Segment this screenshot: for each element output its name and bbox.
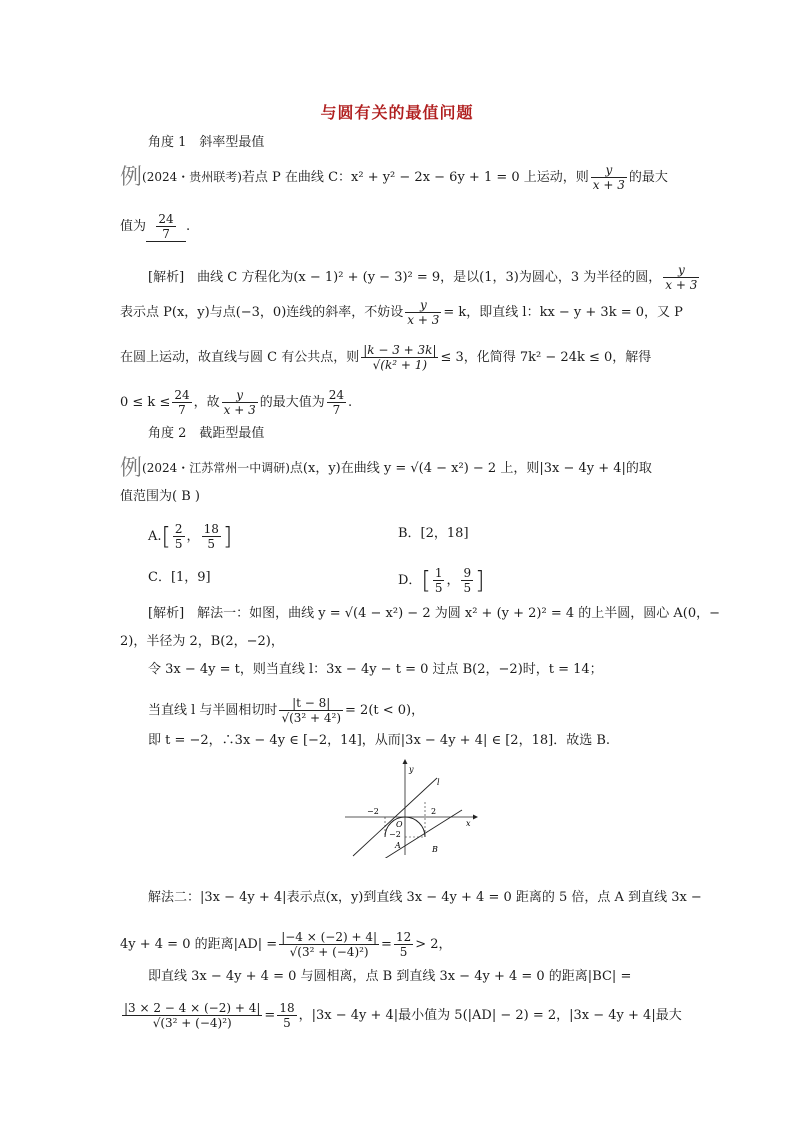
- example-2-line-2: 值范围为( B ): [120, 489, 200, 504]
- page-title: 与圆有关的最值问题: [320, 103, 474, 122]
- x-axis-arrow: [473, 815, 478, 820]
- solution-1-line-1: [解析] 曲线 C 方程化为(x − 1)² + (y − 3)² = 9，是以(1，3)为圆心，3 为半径的圆， $\frac{y}{x + 3}$: [148, 263, 698, 292]
- solution-3-line-2: 4y + 4 = 0 的距离|AD| = $\frac{|-4 \times (-2) + 4|}{\text{√(3² + (−4)²)}}$ = $\frac{12}{5}$ > 2，: [120, 930, 452, 959]
- solution-3-line-1: 解法二：|3x − 4y + 4|表示点(x，y)到直线 3x − 4y + 4 = 0 距离的 5 倍，点 A 到直线 3x −: [148, 890, 702, 905]
- solution-1-line-2: 表示点 P(x，y)与点(−3，0)连线的斜率，不妨设 $\frac{y}{x + 3}$ = k，即直线 l：kx − y + 3k = 0，又 P: [120, 298, 683, 327]
- y-axis-arrow: [403, 759, 408, 764]
- solution-1-line-4: 0 ≤ k ≤ $\frac{24}{7}$ ，故 $\frac{y}{x + 3}$ 的最大值为 $\frac{24}{7}$ .: [120, 388, 353, 417]
- example-2-line-1: 例(2024・江苏常州一中调研)点(x，y)在曲线 y = √(4 − x²) − 2 上，则|3x − 4y + 4|的取: [120, 456, 652, 481]
- example-1-line-1: 例(2024・贵州联考)若点 P 在曲线 C：x² + y² − 2x − 6y + 1 = 0 上运动，则 $\frac{y}{x + 3}$ 的最大: [120, 163, 668, 192]
- circle-figure: [345, 758, 480, 858]
- solution-2-line-5: 即 t = −2，∴3x − 4y ∈ [−2，14]，从而|3x − 4y + 4| ∈ [2，18]．故选 B.: [148, 733, 611, 748]
- example-stem: 若点 P 在曲线 C：x² + y² − 2x − 6y + 1 = 0 上运动，则: [241, 170, 589, 185]
- label-l: l: [437, 778, 440, 787]
- option-a: A.[ $\frac{2}{5}$ ， $\frac{18}{5}$ ]: [148, 522, 233, 551]
- fraction: $\frac{y}{x + 3}$: [592, 163, 625, 192]
- example-1-line-2: 值为 $\frac{24}{7}$ .: [120, 212, 191, 241]
- example-mark: 例: [120, 456, 143, 481]
- answer-blank: $\frac{24}{7}$: [146, 212, 186, 242]
- solution-3-line-3: 即直线 3x − 4y + 4 = 0 与圆相离，点 B 到直线 3x − 4y + 4 = 0 的距离|BC| =: [148, 969, 632, 984]
- label-o: O: [396, 820, 403, 829]
- solution-1-line-3: 在圆上运动，故直线与圆 C 有公共点，则 $\frac{|k - 3 + 3k|}{\text{√(k² + 1)}}$ ≤ 3，化简得 7k² − 24k ≤ 0，解得: [120, 343, 652, 372]
- solution-2-line-2: 2)，半径为 2，B(2，−2)，: [120, 634, 284, 649]
- angle-2-heading: 角度 2 截距型最值: [148, 426, 265, 441]
- tick-2-x: 2: [431, 807, 437, 816]
- option-b: B．[2，18]: [398, 526, 469, 541]
- solution-2-line-4: 当直线 l 与半圆相切时 $\frac{|t - 8|}{\text{√(3² + 4²)}}$ = 2(t < 0)，: [148, 696, 425, 725]
- tick-neg2-y: −2: [389, 830, 401, 839]
- option-d: D．[ $\frac{1}{5}$ ， $\frac{9}{5}$ ]: [398, 566, 485, 595]
- example-mark: 例: [120, 165, 143, 190]
- option-c: C．[1，9]: [148, 570, 211, 585]
- solution-2-line-1: [解析] 解法一：如图，曲线 y = √(4 − x²) − 2 为圆 x² + (y + 2)² = 4 的上半圆，圆心 A(0，−: [148, 606, 721, 621]
- label-y: y: [409, 765, 414, 774]
- label-a: A: [395, 841, 401, 850]
- example-source: (2024・贵州联考): [142, 170, 242, 184]
- tick-neg2-x: −2: [367, 807, 379, 816]
- angle-1-heading: 角度 1 斜率型最值: [148, 135, 265, 150]
- solution-2-line-3: 令 3x − 4y = t，则当直线 l：3x − 4y − t = 0 过点 B(2，−2)时，t = 14；: [148, 662, 603, 677]
- label-x: x: [466, 819, 471, 828]
- solution-3-line-4: $\frac{|3 \times 2 - 4 \times (-2) + 4|}{\text{√(3² + (−4)²)}}$ = $\frac{18}{5}$ ，|3x − 4y + 4|最小值为 5(|AD| − 2) = 2，|3x − 4y + 4|最大: [124, 1001, 682, 1030]
- label-b: B: [432, 845, 438, 854]
